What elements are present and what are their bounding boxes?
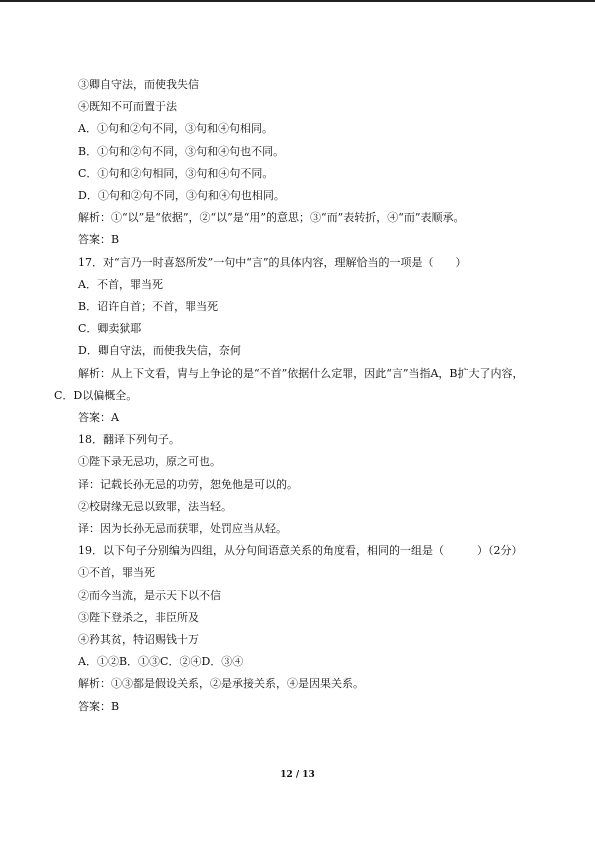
analysis-line: 解析：①③都是假设关系，②是承接关系，④是因果关系。 <box>78 677 364 691</box>
answer-choice: A．不首，罪当死 <box>78 277 163 291</box>
option-line: ③卿自守法，而使我失信 <box>78 78 199 91</box>
page-number: 12 / 13 <box>280 770 315 780</box>
option-line: ④既知不可而置于法 <box>78 100 177 114</box>
answer-choice: B．诏许自首；不首，罪当死 <box>78 300 219 314</box>
analysis-paragraph <box>54 207 542 229</box>
source-sentence: ①陛下录无忌功，原之可也。 <box>78 455 221 469</box>
answer-choice: D．①句和②句不同，③句和④句也相同。 <box>78 189 285 203</box>
analysis-text: 解析：①“以”是“依据”，②“以”是“用”的意思；③“而”表转折，④“而”表顺承。 <box>78 211 465 225</box>
answer-choice: A．①句和②句不同，③句和④句相同。 <box>78 122 273 136</box>
option-line: ④矜其贫，特诏赐钱十万 <box>78 633 199 647</box>
source-sentence: ②校尉缘无忌以致罪，法当轻。 <box>78 499 232 513</box>
answer-line: 答案：A <box>78 411 119 425</box>
translation-line: 译：因为长孙无忌而获罪，处罚应当从轻。 <box>78 522 287 536</box>
analysis-text: 解析：从上下文看，胄与上争论的是“不首”依据什么定罪，因此“言”当指A，B扩大了内容，C．D以偏概全。 <box>54 366 524 402</box>
analysis-paragraph <box>54 363 542 407</box>
option-line: ②而今当流，是示天下以不信 <box>78 588 221 602</box>
question-17: 17．对“言乃一时喜怒所发”一句中“言”的具体内容，理解恰当的一项是（ ） <box>78 255 467 269</box>
option-line: ③陛下登杀之，非臣所及 <box>78 610 199 624</box>
answer-line: 答案：B <box>78 233 120 247</box>
page-top-rule <box>0 0 595 2</box>
translation-line: 译：记载长孙无忌的功劳，恕免他是可以的。 <box>78 477 298 491</box>
answer-choice: C．①句和②句相同，③句和④句不同。 <box>78 166 274 180</box>
answer-choice: B．①句和②句不同，③句和④句也不同。 <box>78 144 285 158</box>
option-line: ①不首，罪当死 <box>78 566 155 580</box>
document-body <box>54 74 542 718</box>
question-18: 18．翻译下列句子。 <box>78 433 180 447</box>
question-19-text: 19．以下句子分别编为四组，从分句间语意关系的角度看，相同的一组是（ ）（2分） <box>78 544 523 558</box>
answer-choices-inline: A．①②B．①③C．②④D．③④ <box>78 655 244 669</box>
answer-choice: C．卿卖狱耶 <box>78 322 142 336</box>
answer-choice: D．卿自守法，而使我失信，奈何 <box>78 344 241 358</box>
question-19 <box>54 540 542 562</box>
answer-line: 答案：B <box>78 699 120 713</box>
